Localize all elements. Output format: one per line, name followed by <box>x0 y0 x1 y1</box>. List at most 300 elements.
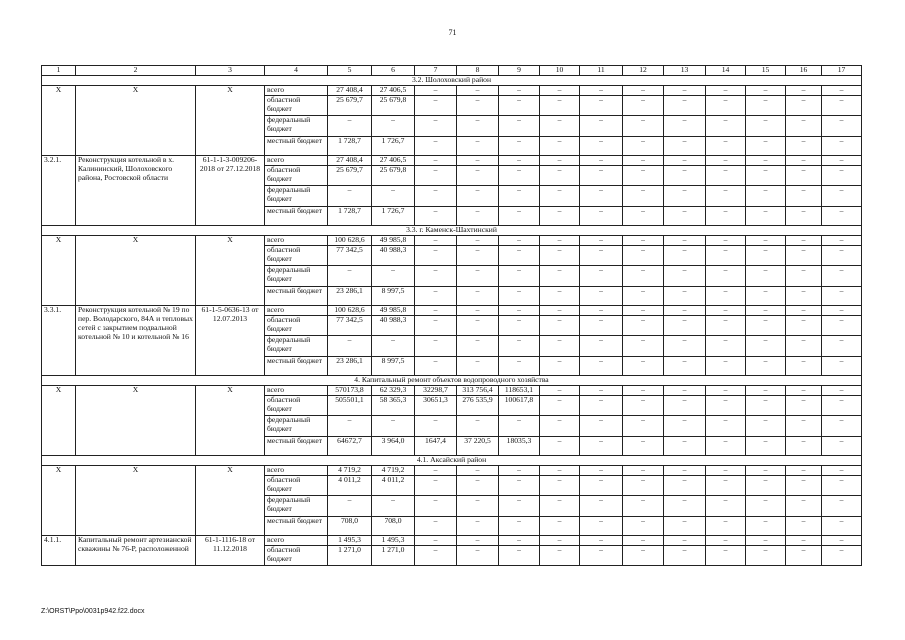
value-cell: – <box>415 335 457 356</box>
value-cell: – <box>415 516 457 535</box>
value-cell: – <box>457 235 499 245</box>
value-cell: – <box>499 206 540 225</box>
value-cell: – <box>822 185 862 206</box>
value-cell: – <box>623 206 664 225</box>
value-cell: – <box>580 385 623 395</box>
value-cell: – <box>664 415 706 436</box>
section-heading: 4. Капитальный ремонт объектов водопроводного хозяйства <box>42 375 862 385</box>
value-cell: – <box>746 385 786 395</box>
value-cell: – <box>822 495 862 516</box>
column-number: 3 <box>196 66 265 76</box>
value-cell: – <box>746 305 786 315</box>
value-cell: – <box>786 335 822 356</box>
column-number: 5 <box>328 66 372 76</box>
value-cell: – <box>415 465 457 475</box>
value-cell: – <box>540 356 580 375</box>
value-cell: – <box>664 165 706 185</box>
value-cell: – <box>540 465 580 475</box>
value-cell: – <box>706 465 746 475</box>
value-cell: – <box>540 206 580 225</box>
funding-source-label: местный бюджет <box>265 136 328 155</box>
value-cell: – <box>822 475 862 495</box>
value-cell: – <box>415 356 457 375</box>
value-cell: – <box>664 535 706 545</box>
value-cell: – <box>623 385 664 395</box>
value-cell: – <box>415 305 457 315</box>
value-cell: – <box>746 335 786 356</box>
value-cell: – <box>706 475 746 495</box>
value-cell: – <box>822 95 862 115</box>
value-cell: – <box>540 395 580 415</box>
value-cell: – <box>786 315 822 335</box>
value-cell: – <box>623 136 664 155</box>
value-cell: – <box>786 165 822 185</box>
value-cell: – <box>664 95 706 115</box>
value-cell: – <box>457 475 499 495</box>
value-cell: – <box>664 495 706 516</box>
value-cell: – <box>372 495 415 516</box>
funding-source-label: всего <box>265 535 328 545</box>
value-cell: – <box>746 185 786 206</box>
value-cell: – <box>415 495 457 516</box>
value-cell: – <box>623 415 664 436</box>
value-cell: – <box>664 206 706 225</box>
value-cell: 64672,7 <box>328 436 372 455</box>
value-cell: – <box>786 155 822 165</box>
value-cell: 49 985,8 <box>372 235 415 245</box>
funding-source-label: местный бюджет <box>265 206 328 225</box>
funding-source-label: федеральный бюджет <box>265 185 328 206</box>
value-cell: – <box>328 265 372 286</box>
value-cell: – <box>623 516 664 535</box>
value-cell: – <box>822 286 862 305</box>
table-row <box>42 465 862 475</box>
value-cell: – <box>746 465 786 475</box>
value-cell: 708,0 <box>328 516 372 535</box>
column-number: 17 <box>822 66 862 76</box>
value-cell: – <box>415 86 457 96</box>
value-cell: 313 756,4 <box>457 385 499 395</box>
value-cell: – <box>746 315 786 335</box>
document-reference: 61-1-1116-18 от 11.12.2018 <box>196 535 265 565</box>
value-cell: – <box>822 165 862 185</box>
value-cell: – <box>580 95 623 115</box>
value-cell: – <box>328 495 372 516</box>
value-cell: – <box>664 475 706 495</box>
value-cell: – <box>786 235 822 245</box>
table-row <box>42 235 862 245</box>
value-cell: – <box>746 165 786 185</box>
value-cell: – <box>623 305 664 315</box>
value-cell: – <box>664 545 706 565</box>
document-reference: 61-1-1-3-009206-2018 от 27.12.2018 <box>196 155 265 225</box>
value-cell: 25 679,8 <box>372 95 415 115</box>
funding-source-label: всего <box>265 235 328 245</box>
funding-source-label: областной бюджет <box>265 545 328 565</box>
value-cell: – <box>540 155 580 165</box>
value-cell: 23 286,1 <box>328 356 372 375</box>
value-cell: – <box>623 245 664 265</box>
value-cell: 1 495,3 <box>328 535 372 545</box>
value-cell: 32298,7 <box>415 385 457 395</box>
value-cell: – <box>746 245 786 265</box>
value-cell: – <box>328 185 372 206</box>
value-cell: 25 679,8 <box>372 165 415 185</box>
value-cell: 8 997,5 <box>372 356 415 375</box>
value-cell: – <box>664 115 706 136</box>
object-name: Х <box>76 385 196 455</box>
value-cell: – <box>457 206 499 225</box>
value-cell: – <box>746 475 786 495</box>
value-cell: – <box>786 136 822 155</box>
value-cell: – <box>786 535 822 545</box>
value-cell: – <box>664 465 706 475</box>
value-cell: – <box>580 436 623 455</box>
item-number: Х <box>42 385 76 455</box>
value-cell: – <box>457 155 499 165</box>
value-cell: – <box>822 385 862 395</box>
funding-source-label: федеральный бюджет <box>265 415 328 436</box>
value-cell: – <box>746 415 786 436</box>
value-cell: – <box>822 335 862 356</box>
value-cell: – <box>623 315 664 335</box>
value-cell: – <box>499 535 540 545</box>
value-cell: – <box>457 136 499 155</box>
table-row <box>42 155 862 165</box>
value-cell: – <box>499 235 540 245</box>
funding-source-label: местный бюджет <box>265 516 328 535</box>
value-cell: – <box>706 286 746 305</box>
value-cell: – <box>540 315 580 335</box>
column-number: 9 <box>499 66 540 76</box>
value-cell: – <box>457 516 499 535</box>
value-cell: – <box>540 165 580 185</box>
value-cell: – <box>415 165 457 185</box>
column-number: 11 <box>580 66 623 76</box>
value-cell: 18035,3 <box>499 436 540 455</box>
value-cell: 58 365,3 <box>372 395 415 415</box>
value-cell: – <box>499 356 540 375</box>
value-cell: 570173,8 <box>328 385 372 395</box>
funding-source-label: всего <box>265 155 328 165</box>
funding-source-label: областной бюджет <box>265 395 328 415</box>
column-number: 14 <box>706 66 746 76</box>
value-cell: – <box>822 115 862 136</box>
value-cell: – <box>822 535 862 545</box>
value-cell: – <box>540 385 580 395</box>
value-cell: – <box>372 335 415 356</box>
object-name: Реконструкция котельной в х. Калининский, Шолоховского района, Ростовской области <box>76 155 196 225</box>
value-cell: 27 406,5 <box>372 155 415 165</box>
value-cell: – <box>746 155 786 165</box>
funding-source-label: областной бюджет <box>265 95 328 115</box>
value-cell: – <box>706 356 746 375</box>
value-cell: – <box>415 155 457 165</box>
value-cell: – <box>499 475 540 495</box>
value-cell: – <box>822 315 862 335</box>
value-cell: – <box>822 136 862 155</box>
value-cell: – <box>623 265 664 286</box>
value-cell: 8 997,5 <box>372 286 415 305</box>
value-cell: – <box>580 535 623 545</box>
value-cell: – <box>786 245 822 265</box>
funding-source-label: областной бюджет <box>265 165 328 185</box>
value-cell: – <box>706 235 746 245</box>
value-cell: 77 342,5 <box>328 315 372 335</box>
value-cell: – <box>580 245 623 265</box>
value-cell: 40 988,3 <box>372 245 415 265</box>
value-cell: 27 408,4 <box>328 155 372 165</box>
item-number: 3.3.1. <box>42 305 76 375</box>
value-cell: – <box>457 265 499 286</box>
value-cell: – <box>822 356 862 375</box>
value-cell: 23 286,1 <box>328 286 372 305</box>
value-cell: – <box>580 286 623 305</box>
value-cell: – <box>623 335 664 356</box>
value-cell: – <box>328 335 372 356</box>
value-cell: – <box>372 415 415 436</box>
value-cell: 1 726,7 <box>372 136 415 155</box>
value-cell: – <box>540 535 580 545</box>
value-cell: – <box>706 315 746 335</box>
value-cell: – <box>540 305 580 315</box>
value-cell: 77 342,5 <box>328 245 372 265</box>
value-cell: – <box>746 516 786 535</box>
value-cell: – <box>786 286 822 305</box>
value-cell: – <box>706 415 746 436</box>
value-cell: – <box>623 95 664 115</box>
value-cell: – <box>786 545 822 565</box>
table-row <box>42 385 862 395</box>
value-cell: – <box>623 235 664 245</box>
value-cell: 25 679,7 <box>328 95 372 115</box>
value-cell: – <box>540 436 580 455</box>
value-cell: – <box>457 245 499 265</box>
value-cell: – <box>706 155 746 165</box>
column-number: 10 <box>540 66 580 76</box>
item-number: Х <box>42 465 76 535</box>
value-cell: – <box>540 115 580 136</box>
value-cell: – <box>457 185 499 206</box>
value-cell: – <box>664 86 706 96</box>
value-cell: 100 628,6 <box>328 305 372 315</box>
value-cell: – <box>746 545 786 565</box>
value-cell: – <box>822 465 862 475</box>
value-cell: – <box>580 115 623 136</box>
value-cell: 100 628,6 <box>328 235 372 245</box>
value-cell: – <box>623 495 664 516</box>
funding-source-label: областной бюджет <box>265 475 328 495</box>
value-cell: – <box>499 95 540 115</box>
value-cell: – <box>499 165 540 185</box>
table-body <box>42 66 862 566</box>
value-cell: – <box>540 86 580 96</box>
value-cell: – <box>372 265 415 286</box>
value-cell: – <box>623 115 664 136</box>
value-cell: 4 011,2 <box>328 475 372 495</box>
value-cell: – <box>372 115 415 136</box>
value-cell: – <box>706 385 746 395</box>
value-cell: – <box>822 235 862 245</box>
column-number: 8 <box>457 66 499 76</box>
section-heading-row <box>42 76 862 86</box>
funding-source-label: областной бюджет <box>265 315 328 335</box>
document-reference: Х <box>196 86 265 156</box>
value-cell: – <box>664 516 706 535</box>
value-cell: – <box>746 495 786 516</box>
value-cell: – <box>746 436 786 455</box>
value-cell: – <box>580 235 623 245</box>
value-cell: – <box>499 335 540 356</box>
item-number: 4.1.1. <box>42 535 76 565</box>
value-cell: – <box>623 395 664 415</box>
value-cell: – <box>580 206 623 225</box>
value-cell: – <box>746 535 786 545</box>
value-cell: – <box>746 395 786 415</box>
value-cell: – <box>706 245 746 265</box>
value-cell: – <box>457 315 499 335</box>
value-cell: 1 726,7 <box>372 206 415 225</box>
value-cell: – <box>746 206 786 225</box>
value-cell: – <box>706 165 746 185</box>
value-cell: – <box>415 286 457 305</box>
value-cell: – <box>415 475 457 495</box>
value-cell: – <box>580 155 623 165</box>
value-cell: – <box>457 305 499 315</box>
value-cell: 100617,8 <box>499 395 540 415</box>
funding-source-label: всего <box>265 305 328 315</box>
value-cell: – <box>540 185 580 206</box>
value-cell: – <box>746 235 786 245</box>
value-cell: – <box>415 265 457 286</box>
value-cell: – <box>706 395 746 415</box>
value-cell: 1 728,7 <box>328 206 372 225</box>
item-number: Х <box>42 86 76 156</box>
value-cell: – <box>623 165 664 185</box>
value-cell: 40 988,3 <box>372 315 415 335</box>
value-cell: – <box>540 245 580 265</box>
value-cell: – <box>706 115 746 136</box>
value-cell: – <box>706 335 746 356</box>
value-cell: 505501,1 <box>328 395 372 415</box>
value-cell: – <box>822 516 862 535</box>
value-cell: – <box>457 356 499 375</box>
document-reference: Х <box>196 465 265 535</box>
value-cell: – <box>786 305 822 315</box>
value-cell: – <box>786 465 822 475</box>
object-name: Реконструкция котельной № 19 по пер. Володарского, 84А и тепловых сетей с закрытием подвальной котельной № 10 и котельной № 16 <box>76 305 196 375</box>
value-cell: – <box>746 95 786 115</box>
value-cell: – <box>822 415 862 436</box>
value-cell: – <box>415 206 457 225</box>
value-cell: – <box>623 535 664 545</box>
funding-source-label: всего <box>265 465 328 475</box>
item-number: 3.2.1. <box>42 155 76 225</box>
value-cell: 49 985,8 <box>372 305 415 315</box>
value-cell: – <box>415 245 457 265</box>
value-cell: – <box>457 286 499 305</box>
value-cell: – <box>457 115 499 136</box>
value-cell: – <box>623 436 664 455</box>
value-cell: – <box>415 136 457 155</box>
value-cell: – <box>499 185 540 206</box>
value-cell: – <box>706 95 746 115</box>
value-cell: – <box>664 245 706 265</box>
value-cell: 27 406,5 <box>372 86 415 96</box>
value-cell: – <box>786 185 822 206</box>
value-cell: – <box>580 395 623 415</box>
value-cell: – <box>786 115 822 136</box>
value-cell: – <box>499 86 540 96</box>
value-cell: – <box>822 265 862 286</box>
value-cell: – <box>580 335 623 356</box>
value-cell: – <box>623 356 664 375</box>
page-number: 71 <box>448 28 457 37</box>
funding-source-label: областной бюджет <box>265 245 328 265</box>
value-cell: – <box>457 535 499 545</box>
value-cell: – <box>580 356 623 375</box>
value-cell: 37 220,5 <box>457 436 499 455</box>
value-cell: – <box>786 95 822 115</box>
value-cell: – <box>786 415 822 436</box>
funding-source-label: местный бюджет <box>265 436 328 455</box>
section-heading: 3.2. Шолоховский район <box>42 76 862 86</box>
column-number: 12 <box>623 66 664 76</box>
column-number: 4 <box>265 66 328 76</box>
value-cell: – <box>623 86 664 96</box>
value-cell: – <box>328 115 372 136</box>
value-cell: 276 535,9 <box>457 395 499 415</box>
document-reference: Х <box>196 385 265 455</box>
value-cell: 30651,3 <box>415 395 457 415</box>
funding-source-label: федеральный бюджет <box>265 495 328 516</box>
value-cell: – <box>706 495 746 516</box>
value-cell: – <box>499 286 540 305</box>
funding-source-label: местный бюджет <box>265 356 328 375</box>
object-name: Капитальный ремонт артезианской скважины № 76-Р, расположенной <box>76 535 196 565</box>
value-cell: – <box>706 535 746 545</box>
value-cell: – <box>706 86 746 96</box>
file-path-footer: Z:\ORST\Ppo\0031p942.f22.docx <box>41 608 145 615</box>
value-cell: – <box>580 136 623 155</box>
value-cell: – <box>786 86 822 96</box>
value-cell: 3 964,0 <box>372 436 415 455</box>
value-cell: – <box>706 136 746 155</box>
value-cell: – <box>499 495 540 516</box>
section-heading-row <box>42 455 862 465</box>
value-cell: – <box>786 356 822 375</box>
value-cell: 1 271,0 <box>372 545 415 565</box>
value-cell: – <box>499 315 540 335</box>
value-cell: – <box>415 235 457 245</box>
value-cell: – <box>415 535 457 545</box>
value-cell: 4 719,2 <box>372 465 415 475</box>
value-cell: – <box>540 516 580 535</box>
value-cell: – <box>457 465 499 475</box>
value-cell: 1 271,0 <box>328 545 372 565</box>
value-cell: – <box>746 286 786 305</box>
value-cell: 4 011,2 <box>372 475 415 495</box>
value-cell: – <box>786 516 822 535</box>
value-cell: – <box>540 415 580 436</box>
value-cell: – <box>822 395 862 415</box>
value-cell: – <box>580 86 623 96</box>
value-cell: – <box>499 136 540 155</box>
value-cell: – <box>746 115 786 136</box>
value-cell: – <box>457 415 499 436</box>
value-cell: – <box>786 206 822 225</box>
value-cell: – <box>499 305 540 315</box>
